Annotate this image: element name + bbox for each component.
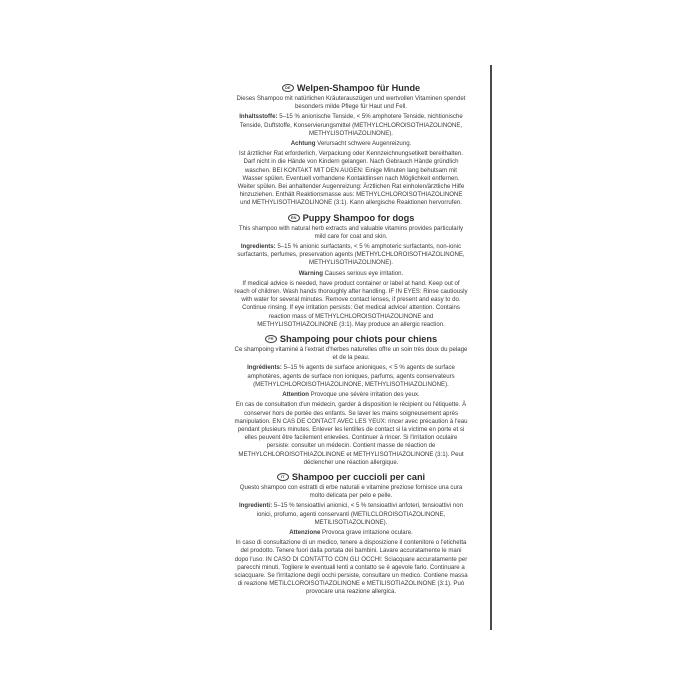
vertical-divider	[490, 65, 492, 630]
ingredients-label: Ingrédients:	[247, 364, 282, 372]
section-title: Shampoing pour chiots pour chiens	[279, 334, 438, 345]
ingredients-paragraph	[234, 364, 468, 389]
section-description: Questo shampoo con estratti di erbe naturali e vitamine preziose fornisce una cura molto delicata per pelo e pelle.	[239, 483, 463, 500]
warning-text: Provoca grave irritazione oculare.	[320, 528, 413, 536]
section-heading	[234, 82, 468, 94]
ingredients-label: Ingredients:	[240, 243, 276, 251]
language-badge-icon: EN	[288, 214, 300, 222]
instructions-paragraph: In caso di consultazione di un medico, tenere a disposizione il contenitore o l'etichetta del prodotto. Tenere fuori dalla portata dei bambini. Lavare accuratamente le mani dopo l'uso. IN CASO DI CONTATTO CON GLI OCCHI: Sciacquare accuratamente per parecchi minuti. Togliere le eventuali lenti a contatto se è agevole farlo. Continuare a sciacquare. Se l'irritazione degli occhi persiste, consultare un medico. Contiene massa di reazione METILCLOROISOTIAZOLINONE e METILISOTIAZOLINONE (3:1). Può provocare una reazione allergica.	[234, 539, 468, 596]
ingredients-paragraph	[234, 502, 468, 527]
product-label	[234, 82, 468, 601]
warning-paragraph	[234, 270, 468, 278]
section-heading	[234, 212, 468, 224]
section-fr	[234, 333, 468, 467]
warning-label: Achtung	[290, 140, 316, 148]
warning-label: Attention	[282, 391, 309, 399]
section-description: Ce shampoing vitaminé à l'extrait d'herbes naturelles offre un soin très doux du pelage et de la peau.	[234, 346, 468, 362]
section-title: Puppy Shampoo for dogs	[302, 212, 415, 223]
warning-paragraph	[234, 140, 468, 148]
language-badge-icon: FR	[265, 335, 277, 343]
section-description: This shampoo with natural herb extracts and valuable vitamins provides particularly mild care for coat and skin.	[238, 224, 464, 240]
ingredients-label: Inhaltsstoffe:	[239, 113, 278, 121]
warning-text: Provoque une sévère irritation des yeux.	[308, 391, 420, 399]
warning-text: Causes serious eye irritation.	[322, 269, 404, 277]
warning-paragraph	[234, 391, 468, 399]
section-description: Dieses Shampoo mit natürlichen Kräuterauszügen und wertvollen Vitaminen spendet besonders milde Pflege für Haut und Fell.	[236, 95, 466, 111]
section-title: Shampoo per cuccioli per cani	[291, 471, 426, 482]
ingredients-text: 5–15 % anionic surfactants, < 5 % amphoteric surfactants, non-ionic surfactants, perfumes, preservation agents (METHYLCHLOROISOTHIAZOLINONE, METHYLISOTHIAZOLINONE).	[237, 243, 465, 267]
ingredients-label: Ingredienti:	[238, 502, 273, 510]
instructions-paragraph: Ist ärztlicher Rat erforderlich, Verpackung oder Kennzeichnungsetikett bereithalten. Darf nicht in die Hände von Kindern gelangen. Nach Gebrauch Hände gründlich waschen. BEI KONTAKT MIT DEN AUGEN: Einige Minuten lang behutsam mit Wasser spülen. Eventuell vorhandene Kontaktlinsen nach Möglichkeit entfernen. Weiter spülen. Bei anhaltender Augenreizung: Ärztlichen Rat einholen/ärztliche Hilfe hinzuziehen. Enthält Reaktionsmasse aus: METHYLCHLOROISOTHIAZOLINONE und METHYLISOTHIAZOLINONE (3:1). Kann allergische Reaktionen hervorrufen.	[237, 150, 465, 207]
language-badge-icon: DE	[282, 84, 294, 92]
section-heading	[234, 471, 468, 483]
ingredients-paragraph	[234, 113, 468, 138]
ingredients-text: 5–15 % agents de surface anioniques, < 5 % agents de surface amphotères, agents de surface non ioniques, parfums, agents conservateurs (METHYLCHLOROISOTHIAZOLINONE, METHYLISOTHIAZOLINONE).	[247, 364, 455, 388]
ingredients-text: 5–15 % anionische Tenside, < 5% amphotere Tenside, nichtionische Tenside, Duftstoffe, Konservierungsmittel (METHYLCHLOROISOTHIAZOLINONE, METHYLISOTHIAZOLINONE).	[239, 113, 463, 137]
instructions-paragraph: En cas de consultation d'un médecin, garder à disposition le récipient ou l'étiquette. À conserver hors de portée des enfants. Se laver les mains soigneusement après manipulation. EN CAS DE CONTACT AVEC LES YEUX: rincer avec précaution à l'eau pendant plusieurs minutes. Enlever les lentilles de contact si la victime en porte et si elles peuvent être facilement enlevées. Continuer à rincer. Si l'irritation oculaire persiste: consulter un médecin. Contient masse de réaction de METHYLCHLOROISOTHIAZOLINONE et METHYLISOTHIAZOLINONE (3:1). Peut déclencher une réaction allergique.	[234, 401, 468, 466]
instructions-paragraph: If medical advice is needed, have product container or label at hand. Keep out of reach of children. Wash hands thoroughly after handling. IF IN EYES: Rinse cautiously with water for several minutes. Remove contact lenses, if present and easy to do. Continue rinsing. If eye irritation persists: Get medical advice/ attention. Contains reaction mass of METHYLCHLOROISOTHIAZOLINONE and METHYLISOTHIAZOLINONE (3:1). May produce an allergic reaction.	[234, 279, 468, 328]
language-badge-icon: IT	[277, 473, 289, 481]
section-en	[234, 212, 468, 329]
warning-label: Warning	[298, 269, 323, 277]
section-it	[234, 471, 468, 597]
warning-paragraph	[234, 529, 468, 537]
warning-text: Verursacht schwere Augenreizung.	[315, 140, 412, 148]
section-de	[234, 82, 468, 208]
ingredients-text: 5–15 % tensioattivi anionici, < 5 % tensioattivi anfoteri, tensioattivi non ionici, profumo, agenti conservanti (METILCLOROISOTIAZOLINONE, METILISOTIAZOLINONE).	[256, 502, 464, 526]
ingredients-paragraph	[234, 243, 468, 268]
section-title: Welpen-Shampoo für Hunde	[296, 83, 421, 93]
section-heading	[234, 333, 468, 345]
warning-label: Attenzione	[289, 528, 321, 536]
